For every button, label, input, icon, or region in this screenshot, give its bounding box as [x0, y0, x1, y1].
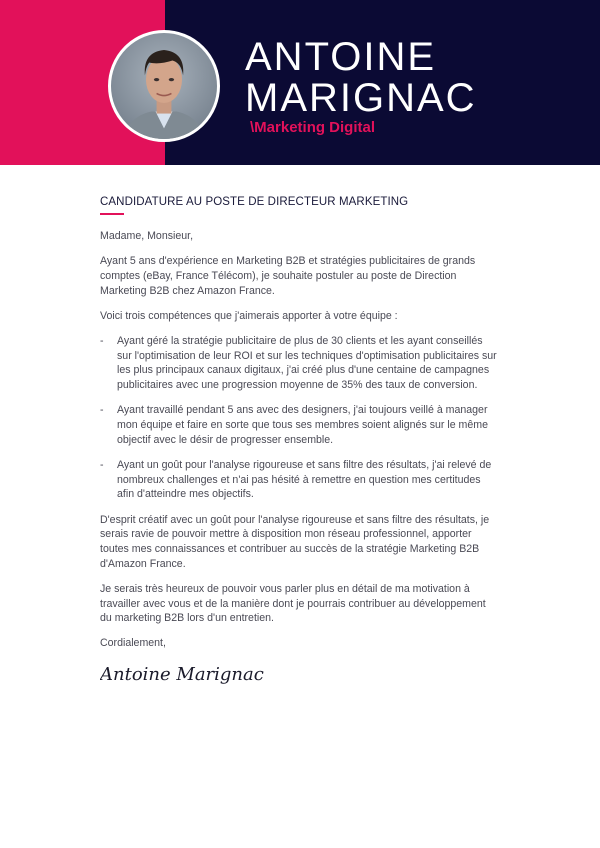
bullet-dash: - [100, 404, 104, 417]
subtitle-text: Marketing Digital [254, 119, 376, 136]
text-line: d'Amazon France. [100, 557, 186, 570]
text-line: du marketing B2B lors d'un entretien. [100, 612, 274, 625]
text-line: travailler avec vous et de la manière dont je pourrais contribuer au développement [100, 597, 486, 610]
text-line: Ayant géré la stratégie publicitaire de plus de 30 clients et les ayant conseillés [117, 335, 483, 348]
header-banner [0, 0, 600, 165]
profile-photo [108, 30, 220, 142]
text-line: publicitaires avec une progression moyenne de 35% des taux de conversion. [117, 379, 478, 392]
subtitle-slash: \ [250, 119, 255, 136]
letter-body [100, 229, 520, 662]
text-line: Ayant 5 ans d'expérience en Marketing B2B et stratégies publicitaires de grands [100, 255, 476, 268]
closing: Cordialement, [100, 637, 166, 650]
text-line: nombreux challenges et n'ai pas hésité à remettre en question mes certitudes [117, 473, 481, 486]
text-line: Je serais très heureux de pouvoir vous parler plus en détail de ma motivation à [100, 582, 470, 595]
text-line: mon équipe et faire en sorte que tous ses membres soient alignés sur le même [117, 419, 488, 432]
text-line: Marketing B2B chez Amazon France. [100, 284, 275, 297]
list-item [100, 334, 520, 393]
signature [100, 658, 270, 690]
text-line: Ayant travaillé pendant 5 ans avec des designers, j'ai toujours veillé à manager [117, 404, 488, 417]
skills-intro: Voici trois compétences que j'aimerais apporter à votre équipe : [100, 309, 398, 322]
bullet-dash: - [100, 458, 104, 471]
letter-title: CANDIDATURE AU POSTE DE DIRECTEUR MARKETING [100, 196, 409, 208]
signature-text: Antoine Marignac [100, 664, 264, 685]
first-name: ANTOINE [245, 35, 437, 79]
last-name: MARIGNAC [245, 76, 477, 120]
text-line: comptes (eBay, France Télécom), je souhaite postuler au poste de Direction [100, 269, 457, 282]
interview-paragraph [100, 582, 520, 626]
job-subtitle [250, 119, 375, 136]
bullet-dash: - [100, 335, 104, 348]
text-line: afin d'atteindre mes objectifs. [117, 488, 254, 501]
text-line: D'esprit créatif avec un goût pour l'analyse rigoureuse et sans filtre des résultats, je [100, 513, 490, 526]
list-item [100, 458, 520, 502]
text-line: objectif avec le désir de progresser ensemble. [117, 433, 334, 446]
motivation-paragraph [100, 513, 520, 572]
text-line: toutes mes connaissances et contribuer au succès de la stratégie Marketing B2B [100, 542, 480, 555]
list-item [100, 403, 520, 447]
text-line: serais ravie de pouvoir mettre à disposition mon réseau professionnel, apporter [100, 528, 472, 541]
text-line: sur l'optimisation de leur ROI et sur les techniques d'optimisation publicitaires sur [117, 349, 497, 362]
text-line: Ayant un goût pour l'analyse rigoureuse et sans filtre des résultats, j'ai relevé de [117, 458, 492, 471]
title-underline [100, 213, 124, 215]
text-line: les plus principaux canaux digitaux, j'ai créé plus d'une centaine de campagnes [117, 364, 490, 377]
greeting: Madame, Monsieur, [100, 230, 194, 242]
intro-paragraph [100, 254, 520, 298]
